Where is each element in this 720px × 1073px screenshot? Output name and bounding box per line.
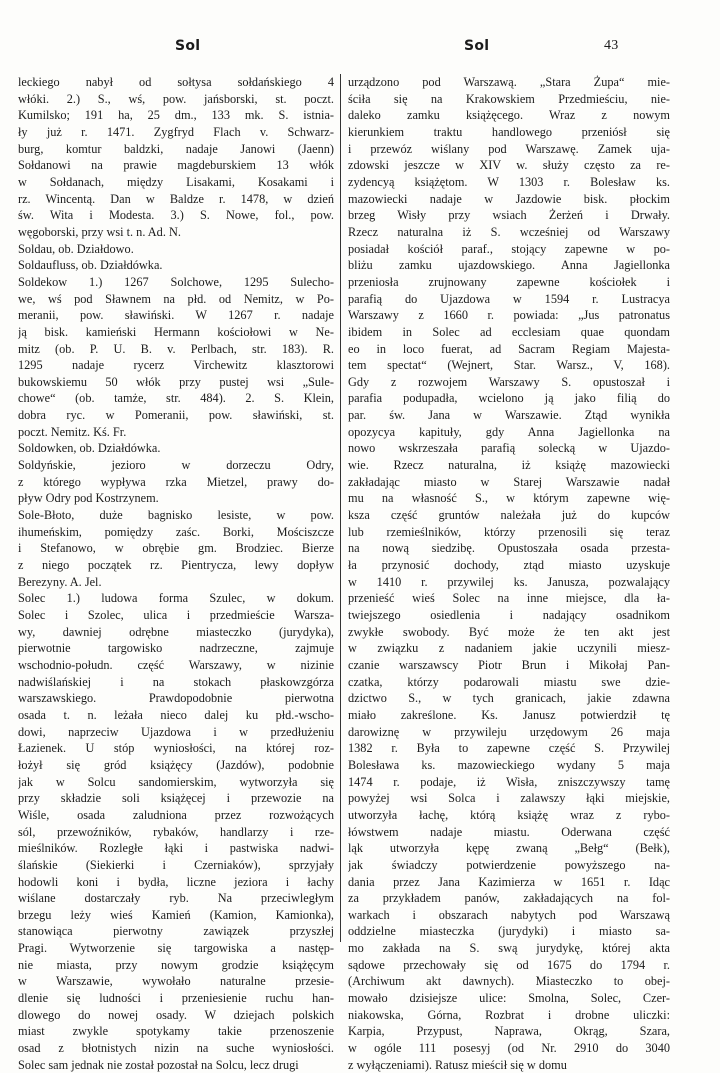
text-line: mo zakłada na S. swą jurydykę, której akta xyxy=(348,941,670,956)
text-line: 1382 r. Była to zapewne część S. Przywilej xyxy=(348,741,670,756)
text-line: sól, przewoźników, rybaków, handlarzy i rze- xyxy=(18,824,334,839)
text-line: miast zwykle spotykamy takie przenoszenie xyxy=(18,1024,334,1039)
text-line: z niego początek rz. Pientrycza, lewy dopływ xyxy=(18,558,334,573)
text-line: warszawskiego. Prawdopodobnie pierwotna xyxy=(18,691,334,706)
text-line: czanie warszawscy Piotr Brun i Mikołaj Pan- xyxy=(348,657,670,672)
text-line: chowe“ (ob. tamże, str. 484). 2. S. Klein, xyxy=(18,391,334,406)
text-line: ihumeńskim, pomiędzy zaśc. Borki, Mościszcze xyxy=(18,524,334,539)
text-line: łożył się gród książęcy (Jazdów), podobnie xyxy=(18,757,334,772)
text-line: urządzono pod Warszawą. „Stara Żupa“ mie- xyxy=(348,75,670,89)
text-line: ły już r. 1471. Zygfryd Flach v. Schwarz- xyxy=(18,124,334,139)
text-line: wie. Rzecz naturalna, iż książę mazowiecki xyxy=(348,458,670,473)
running-head-left: Sol xyxy=(175,38,201,54)
text-line: zydencyą książętom. W 1303 r. Bolesław ks. xyxy=(348,174,670,189)
text-line: kierunkiem traktu handlowego przeniósł się xyxy=(348,124,670,139)
text-line: niakowska, Górna, Rozbrat i drobne uliczki: xyxy=(348,1007,670,1022)
text-line: przeniosła zrujnowany zapewne kościołek i xyxy=(348,274,670,289)
text-line: węgoborski, przy wsi t. n. Ad. N. xyxy=(18,224,181,239)
text-line: św. Wita i Modesta. 3.) S. Nowe, fol., pow. xyxy=(18,208,334,223)
text-line: w 1410 r. przywilej ks. Janusza, pozwalający xyxy=(348,574,670,589)
text-line: ślańskie (Siekierki i Czerniaków), sprzyjały xyxy=(18,857,334,872)
text-line: opozycya kapituły, gdy Anna Jagiellonka na xyxy=(348,424,670,439)
text-line: Sołdanowi na prawie magdeburskiem 13 włók xyxy=(18,158,334,173)
text-line: Soldaufluss, ob. Działdówka. xyxy=(18,258,163,273)
text-line: twiejszego osiedlenia i nadający osadnikom xyxy=(348,608,670,622)
text-line: daleko zamku książęcego. Wraz z nowym xyxy=(348,108,670,123)
text-line: poczt. Nemitz. Kś. Fr. xyxy=(18,424,127,439)
text-line: ją bisk. kamieński Hermann kościołowi w Ne- xyxy=(18,324,334,339)
text-line: jak w Solcu sandomierskim, wytworzyła się xyxy=(18,774,334,789)
text-line: stanowiąca pierwotny zawiązek przyszłej xyxy=(18,924,334,939)
text-line: łówstwem nadaje miastu. Oderwana część xyxy=(348,824,670,839)
text-line: darowiznę w przywileju urzędowym 26 maja xyxy=(348,724,670,739)
text-line: z wyłączeniami). Ratusz mieścił się w domu xyxy=(348,1057,567,1072)
text-line: parafia podupadła, wcielono ją jako filią do xyxy=(348,391,670,406)
text-line: wy, dawniej odrębne miasteczko (jurydyka), xyxy=(18,624,334,639)
page-number: 43 xyxy=(604,38,619,53)
left-text-column xyxy=(18,74,334,1073)
text-line: miało zakreślone. Ks. Janusz potwierdził tę xyxy=(348,707,670,722)
text-line: dowi, naprzeciw Ujazdowa i w przedłużeniu xyxy=(18,724,334,739)
text-line: Kumilsko; 191 ha, 25 dm., 133 mk. S. istnia- xyxy=(18,108,334,123)
text-line: leckiego nabył od sołtysa sołdańskiego 4 xyxy=(18,75,334,89)
text-line: 1474 r. podaje, iż Wisła, zniszczywszy tamę xyxy=(348,774,670,789)
text-line: i przewóz wiślany pod Warszawę. Zamek uja- xyxy=(348,141,670,156)
text-line: we, wś pod Sławnem na płd. od Nemitz, w Po- xyxy=(18,291,334,306)
text-line: wschodnio-połudn. część Warszawy, w nizinie xyxy=(18,657,334,672)
text-line: nowo wskrzeszała parafią solecką w Ujazdo- xyxy=(348,441,670,456)
text-line: zwykłe swobody. Być może że ten akt jest xyxy=(348,624,670,639)
text-line: ksza część gruntów należała już do kupców xyxy=(348,508,670,523)
text-line: osad z błotnistych nizin na suche wyniosłości. xyxy=(18,1041,334,1056)
text-line: przy składzie soli książęcej i przewozie na xyxy=(18,791,334,806)
text-line: ściła się na Krakowskiem Przedmieściu, nie- xyxy=(348,91,670,106)
text-line: Berezyny. A. Jel. xyxy=(18,574,102,589)
text-line: Łazienek. U stóp wyniosłości, na której roz- xyxy=(18,741,334,756)
text-line: tem spectat“ (Wejnert, Star. Warsz., V, 168). xyxy=(348,358,670,373)
text-line: przenieść wieś Solec na inne miejsce, dla ła- xyxy=(348,591,670,606)
text-line: Karpia, Przypust, Naprawa, Okrąg, Szara, xyxy=(348,1024,670,1039)
text-line: Wiśle, osada zaludniona przez rozwożących xyxy=(18,807,334,822)
text-line: utworzyła łachę, którą książę wraz z rybo- xyxy=(348,807,670,822)
text-line: mu na własność S., w którym zapewne wię- xyxy=(348,491,670,506)
text-line: dzictwo S., w tych granicach, jakie zdawna xyxy=(348,691,670,706)
text-line: ląk utworzyła kępę zwaną „Bełg“ (Bełk), xyxy=(348,841,670,856)
text-line: jak świadczy potwierdzenie powyższego na- xyxy=(348,857,670,872)
text-line: Solec sam jednak nie został pozostał na Solcu, lecz drugi xyxy=(18,1057,299,1072)
text-line: (Archiwum akt dawnych). Miasteczko to obej- xyxy=(348,974,670,989)
text-line: hodowli koni i bydła, liczne jeziora i łachy xyxy=(18,874,334,889)
text-line: Solec i Szolec, ulica i przedmieście Warsza- xyxy=(18,608,334,622)
right-text-column xyxy=(348,74,670,1073)
text-line: Solec 1.) ludowa forma Szulec, w dokum. xyxy=(18,591,334,606)
text-line: nie miasta, przy nowym grodzie książęcym xyxy=(18,957,334,972)
text-line: brzegu leży wieś Kamień (Kamion, Kamionka), xyxy=(18,907,334,922)
text-line: 1295 nadaje rycerz Virchewitz klasztorowi xyxy=(18,358,334,373)
text-line: nadwiślańskiej i na stokach płaskowzgórza xyxy=(18,674,334,689)
text-line: włóki. 2.) S., wś, pow. jańsborski, st. poczt. xyxy=(18,91,334,106)
text-line: Soldekow 1.) 1267 Solchowe, 1295 Sulecho- xyxy=(18,274,334,289)
text-line: warkach i obszarach nabytych pod Warszawą xyxy=(348,907,670,922)
text-line: dania przez Jana Kazimierza w 1651 r. Idąc xyxy=(348,874,670,889)
text-line: eo in loco fuerat, ad Sacram Regiam Majesta- xyxy=(348,341,670,356)
text-line: parafią do Ujazdowa w 1594 r. Lustracya xyxy=(348,291,670,306)
text-line: za przykładem panów, zakładających na fol- xyxy=(348,891,670,906)
text-line: mieślników. Rozległe łąki i pastwiska nadwi- xyxy=(18,841,334,856)
text-line: dobra ryc. w Pomeranii, pow. sławiński, st. xyxy=(18,408,334,423)
text-line: mazowiecki nadaje w Jazdowie bisk. płockim xyxy=(348,191,670,206)
text-line: ła przynosić dochody, ztąd miasto uzyskuje xyxy=(348,558,670,573)
text-line: powyżej wsi Solca i zalawszy łąki miejskie, xyxy=(348,791,670,806)
text-line: sądowe przechowały się od 1675 do 1794 r. xyxy=(348,957,670,972)
text-line: zdowski jeszcze w XIV w. służy często za re- xyxy=(348,158,670,173)
text-line: mowało dzisiejsze ulice: Smolna, Solec, Czer- xyxy=(348,991,670,1006)
text-line: meranii, pow. sławiński. W 1267 r. nadaje xyxy=(18,308,334,323)
text-line: rz. Wincentą. Dan w Baldze r. 1478, w dzień xyxy=(18,191,334,206)
column-divider xyxy=(340,74,341,942)
text-line: z którego wypływa rzka Mietzel, prawy do- xyxy=(18,474,334,489)
text-line: posiadał kościół paraf., stojący zapewne w po- xyxy=(348,241,670,256)
text-line: Sole-Błoto, duże bagnisko lesiste, w pow. xyxy=(18,508,334,523)
text-line: pływ Odry pod Kostrzynem. xyxy=(18,491,159,506)
text-line: brzeg Wisły przy wsiach Żerżeń i Drwały. xyxy=(348,208,670,223)
text-line: na nową siedzibę. Opustoszała osada przesta- xyxy=(348,541,670,556)
text-line: oddzielne miasteczka (jurydyki) i miasto sa- xyxy=(348,924,670,939)
text-line: zakładając miasto w Starej Warszawie nadał xyxy=(348,474,670,489)
text-line: i Stefanowo, w obrębie gm. Brodziec. Bierze xyxy=(18,541,334,556)
text-line: lub rzemieślników, którzy przenosili się teraz xyxy=(348,524,670,539)
text-line: bliżu zamku ujazdowskiego. Anna Jagiellonka xyxy=(348,258,670,273)
text-line: Soldau, ob. Działdowo. xyxy=(18,241,134,256)
text-line: Pragi. Wytworzenie się targowiska a następ- xyxy=(18,941,334,956)
text-line: par. św. Jana w Warszawie. Ztąd wynikła xyxy=(348,408,670,423)
text-line: Rzecz naturalna iż S. wcześniej od Warszawy xyxy=(348,224,670,239)
text-line: bukowskiemu 50 włók przy pustej wsi „Sule- xyxy=(18,374,334,389)
text-line: w związku z nadaniem jakie uczynili miesz- xyxy=(348,641,670,656)
text-line: pierwotnie targowisko nadrzeczne, zajmuje xyxy=(18,641,334,656)
text-line: w Sołdanach, między Lisakami, Kosakami i xyxy=(18,174,334,189)
text-line: osada t. n. leżała nieco dalej ku płd.-wscho- xyxy=(18,707,334,722)
text-line: Soldowken, ob. Działdówka. xyxy=(18,441,161,456)
text-line: Gdy z rozwojem Warszawy S. opustoszał i xyxy=(348,374,670,389)
text-line: dlenie się ludności i przeniesienie ruchu han- xyxy=(18,991,334,1006)
text-line: w ogóle 111 posesyj (od Nr. 2910 do 3040 xyxy=(348,1041,670,1056)
text-line: dlowego do nowej osady. W dziejach polskich xyxy=(18,1007,334,1022)
text-line: Soldyńskie, jezioro w dorzeczu Odry, xyxy=(18,458,334,473)
text-line: Warszawy z 1660 r. powiada: „Jus patronatus xyxy=(348,308,670,323)
text-line: mitz (ob. P. U. B. v. Perlbach, str. 183). R. xyxy=(18,341,334,356)
running-head-center: Sol xyxy=(464,38,490,54)
text-line: ibidem in Solec ad ecclesiam quae quondam xyxy=(348,324,670,339)
text-line: wiślane dostarczały ryb. Na przeciwległym xyxy=(18,891,334,906)
text-line: burg, komtur baldzki, nadaje Janowi (Jaenn) xyxy=(18,141,334,156)
text-line: czatka, którzy podarowali miastu swe dzie- xyxy=(348,674,670,689)
text-line: Bolesława ks. mazowieckiego wydany 5 maja xyxy=(348,757,670,772)
text-line: w Warszawie, wywołało naturalne przesie- xyxy=(18,974,334,989)
